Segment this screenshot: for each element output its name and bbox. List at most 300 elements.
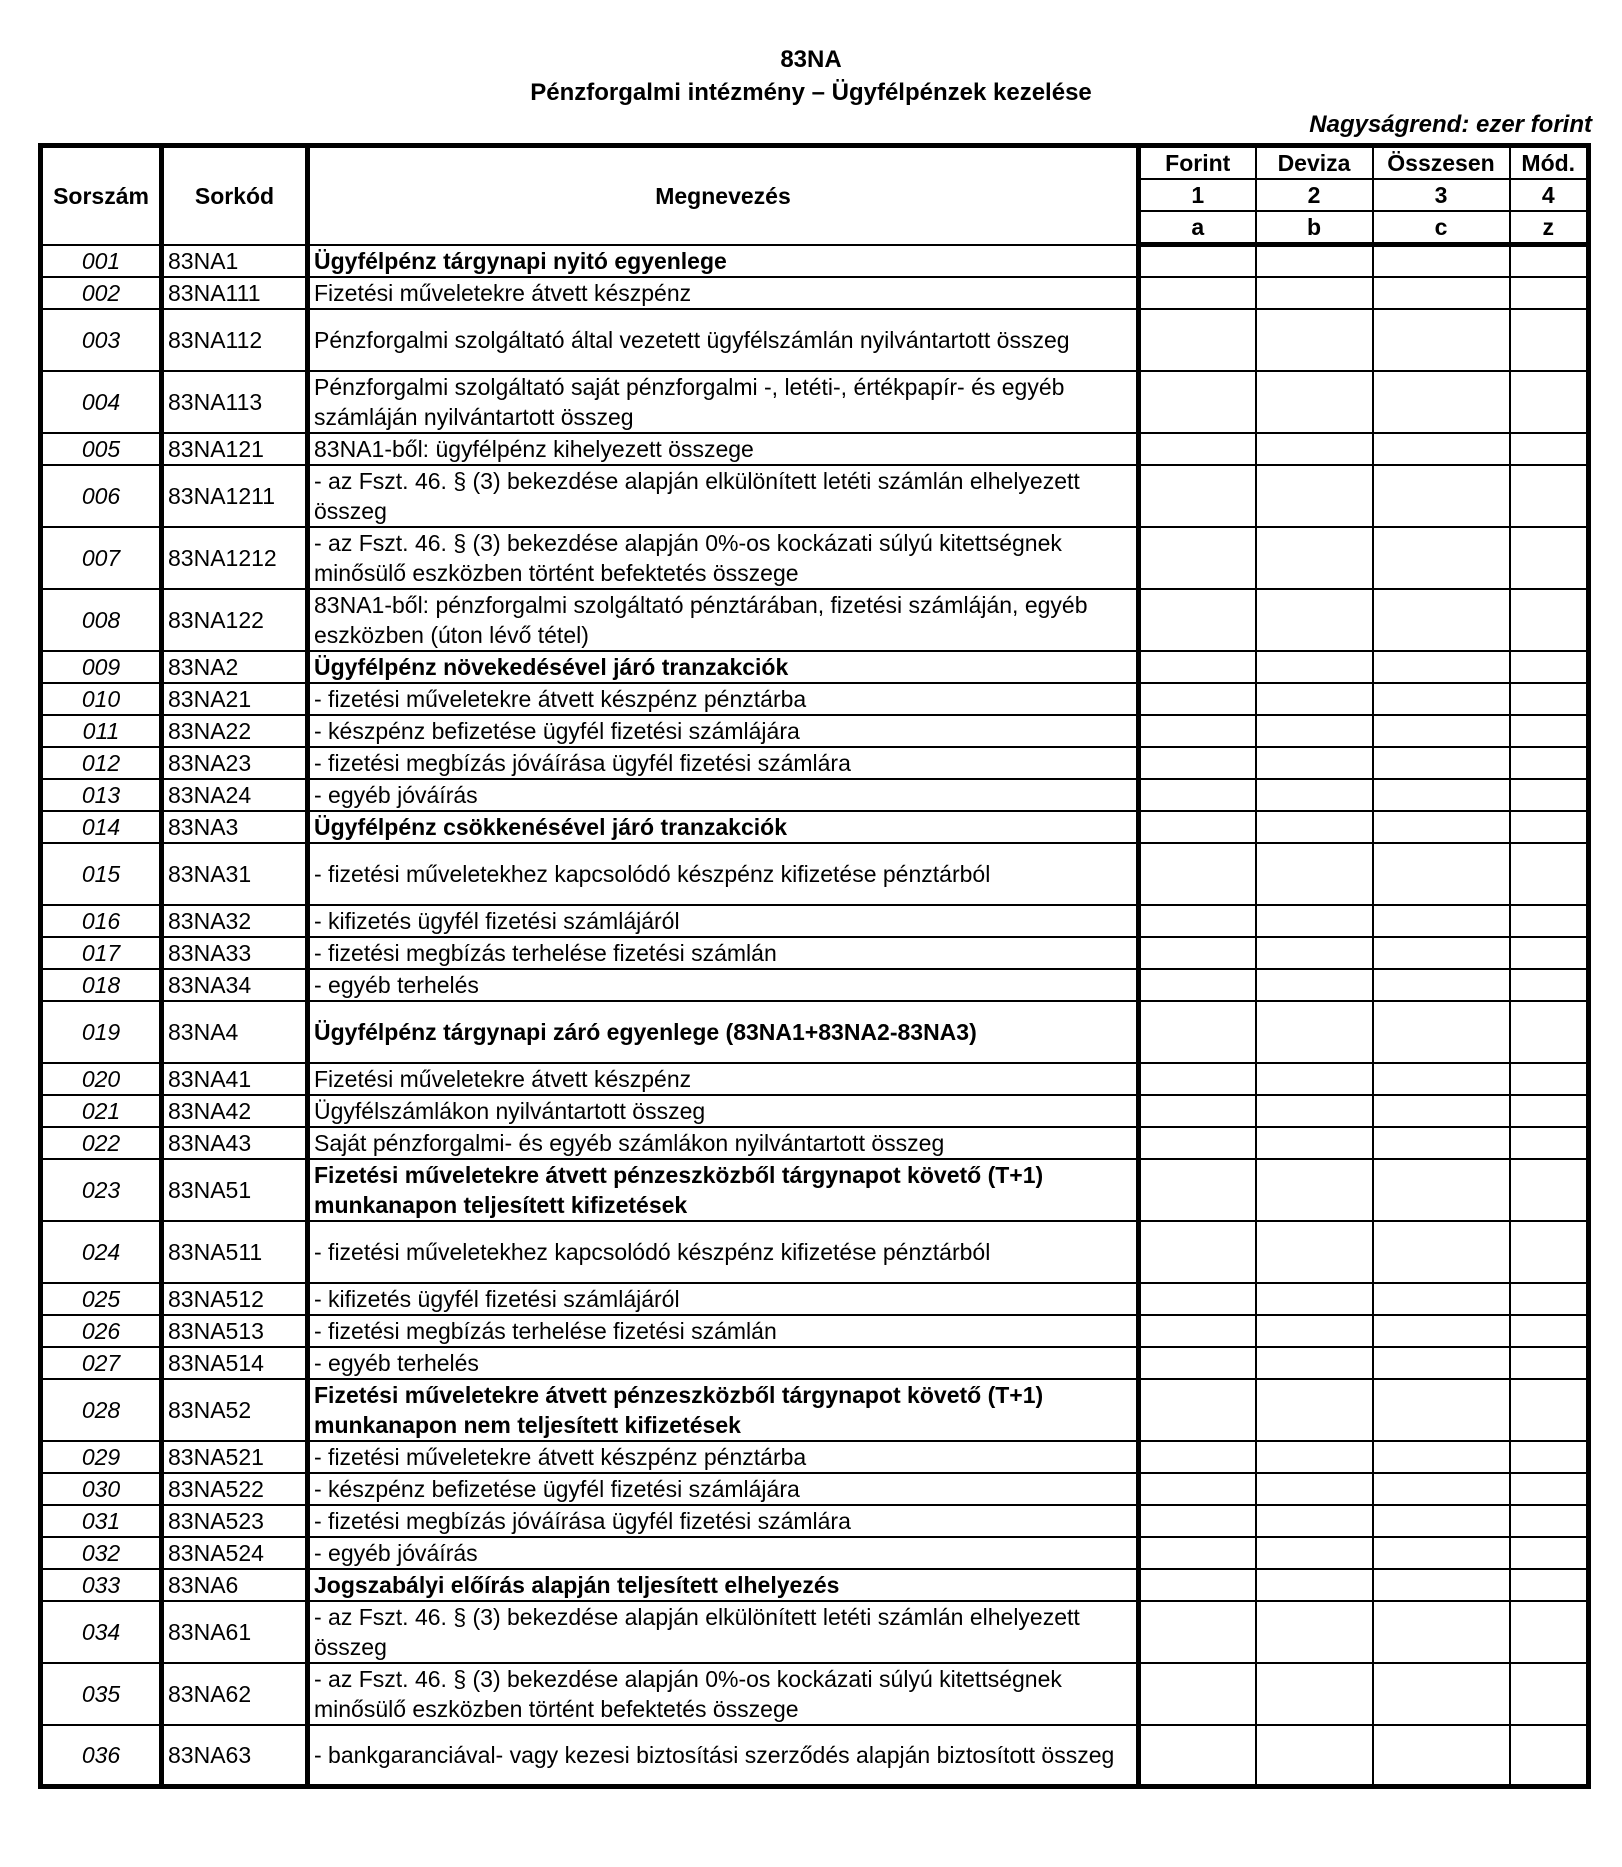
value-cell-deviza[interactable] <box>1256 1725 1373 1787</box>
row-number: 002 <box>41 277 162 309</box>
value-cell-forint[interactable] <box>1139 1095 1256 1127</box>
col-letter-b: b <box>1256 211 1373 245</box>
value-cell-mod[interactable] <box>1510 1601 1589 1663</box>
row-label: - az Fszt. 46. § (3) bekezdése alapján 0%-os kockázati súlyú kitettségnek minősülő eszközben történt befektetés összege <box>308 1663 1139 1725</box>
table-row <box>41 1283 1589 1315</box>
value-cell-osszesen[interactable] <box>1373 1505 1510 1537</box>
row-label: - fizetési megbízás terhelése fizetési számlán <box>308 937 1139 969</box>
value-cell-forint[interactable] <box>1139 1379 1256 1441</box>
value-cell-mod[interactable] <box>1510 1159 1589 1221</box>
value-cell-mod[interactable] <box>1510 589 1589 651</box>
value-cell-mod[interactable] <box>1510 1505 1589 1537</box>
row-number: 011 <box>41 715 162 747</box>
value-cell-forint[interactable] <box>1139 1569 1256 1601</box>
row-number: 036 <box>41 1725 162 1787</box>
value-cell-deviza[interactable] <box>1256 1315 1373 1347</box>
row-code: 83NA522 <box>162 1473 308 1505</box>
col-num-1: 1 <box>1139 179 1256 211</box>
col-header-osszesen: Összesen <box>1373 146 1510 180</box>
row-code: 83NA33 <box>162 937 308 969</box>
value-cell-forint[interactable] <box>1139 465 1256 527</box>
row-number: 024 <box>41 1221 162 1283</box>
value-cell-osszesen[interactable] <box>1373 245 1510 277</box>
value-cell-osszesen[interactable] <box>1373 715 1510 747</box>
value-cell-osszesen[interactable] <box>1373 683 1510 715</box>
row-code: 83NA513 <box>162 1315 308 1347</box>
table-row <box>41 589 1589 651</box>
row-code: 83NA524 <box>162 1537 308 1569</box>
row-label: - egyéb terhelés <box>308 1347 1139 1379</box>
value-cell-forint[interactable] <box>1139 811 1256 843</box>
table-row <box>41 465 1589 527</box>
row-label: - kifizetés ügyfél fizetési számlájáról <box>308 1283 1139 1315</box>
value-cell-osszesen[interactable] <box>1373 1537 1510 1569</box>
table-row <box>41 1001 1589 1063</box>
value-cell-osszesen[interactable] <box>1373 1063 1510 1095</box>
value-cell-osszesen[interactable] <box>1373 1569 1510 1601</box>
value-cell-forint[interactable] <box>1139 309 1256 371</box>
row-code: 83NA22 <box>162 715 308 747</box>
value-cell-osszesen[interactable] <box>1373 1283 1510 1315</box>
value-cell-osszesen[interactable] <box>1373 1095 1510 1127</box>
value-cell-deviza[interactable] <box>1256 1663 1373 1725</box>
row-code: 83NA23 <box>162 747 308 779</box>
value-cell-osszesen[interactable] <box>1373 371 1510 433</box>
row-number: 015 <box>41 843 162 905</box>
value-cell-osszesen[interactable] <box>1373 1441 1510 1473</box>
value-cell-mod[interactable] <box>1510 1347 1589 1379</box>
row-label: Ügyfélpénz tárgynapi záró egyenlege (83NA1+83NA2-83NA3) <box>308 1001 1139 1063</box>
table-row <box>41 1537 1589 1569</box>
value-cell-deviza[interactable] <box>1256 651 1373 683</box>
value-cell-osszesen[interactable] <box>1373 1347 1510 1379</box>
value-cell-forint[interactable] <box>1139 1315 1256 1347</box>
value-cell-osszesen[interactable] <box>1373 465 1510 527</box>
row-label: - fizetési műveletekhez kapcsolódó készpénz kifizetése pénztárból <box>308 843 1139 905</box>
row-code: 83NA3 <box>162 811 308 843</box>
value-cell-mod[interactable] <box>1510 843 1589 905</box>
form-title: Pénzforgalmi intézmény – Ügyfélpénzek kezelése <box>530 79 1092 106</box>
value-cell-mod[interactable] <box>1510 465 1589 527</box>
value-cell-forint[interactable] <box>1139 1063 1256 1095</box>
col-num-4: 4 <box>1510 179 1589 211</box>
value-cell-mod[interactable] <box>1510 1569 1589 1601</box>
row-label: Pénzforgalmi szolgáltató által vezetett ügyfélszámlán nyilvántartott összeg <box>308 309 1139 371</box>
value-cell-mod[interactable] <box>1510 1001 1589 1063</box>
row-number: 003 <box>41 309 162 371</box>
row-code: 83NA52 <box>162 1379 308 1441</box>
value-cell-deviza[interactable] <box>1256 1283 1373 1315</box>
unit-label: Nagyságrend: ezer forint <box>1309 111 1592 138</box>
value-cell-mod[interactable] <box>1510 527 1589 589</box>
row-code: 83NA511 <box>162 1221 308 1283</box>
value-cell-mod[interactable] <box>1510 1221 1589 1283</box>
row-code: 83NA113 <box>162 371 308 433</box>
value-cell-deviza[interactable] <box>1256 1537 1373 1569</box>
row-number: 033 <box>41 1569 162 1601</box>
value-cell-deviza[interactable] <box>1256 1159 1373 1221</box>
row-label: - az Fszt. 46. § (3) bekezdése alapján elkülönített letéti számlán elhelyezett összeg <box>308 465 1139 527</box>
value-cell-osszesen[interactable] <box>1373 1725 1510 1787</box>
value-cell-mod[interactable] <box>1510 1315 1589 1347</box>
value-cell-deviza[interactable] <box>1256 1001 1373 1063</box>
table-row <box>41 1569 1589 1601</box>
value-cell-deviza[interactable] <box>1256 969 1373 1001</box>
value-cell-forint[interactable] <box>1139 1537 1256 1569</box>
row-number: 004 <box>41 371 162 433</box>
col-header-megnevezes: Megnevezés <box>308 146 1139 245</box>
value-cell-forint[interactable] <box>1139 1601 1256 1663</box>
table-row <box>41 1379 1589 1441</box>
col-header-sorszam: Sorszám <box>41 146 162 245</box>
row-number: 032 <box>41 1537 162 1569</box>
row-code: 83NA32 <box>162 905 308 937</box>
value-cell-mod[interactable] <box>1510 811 1589 843</box>
value-cell-osszesen[interactable] <box>1373 277 1510 309</box>
row-number: 007 <box>41 527 162 589</box>
report-table <box>38 143 1591 1789</box>
value-cell-mod[interactable] <box>1510 779 1589 811</box>
row-number: 034 <box>41 1601 162 1663</box>
value-cell-deviza[interactable] <box>1256 715 1373 747</box>
value-cell-mod[interactable] <box>1510 1441 1589 1473</box>
row-number: 026 <box>41 1315 162 1347</box>
value-cell-forint[interactable] <box>1139 969 1256 1001</box>
value-cell-deviza[interactable] <box>1256 1505 1373 1537</box>
value-cell-deviza[interactable] <box>1256 245 1373 277</box>
row-label: - készpénz befizetése ügyfél fizetési számlájára <box>308 1473 1139 1505</box>
value-cell-deviza[interactable] <box>1256 1379 1373 1441</box>
value-cell-osszesen[interactable] <box>1373 309 1510 371</box>
value-cell-osszesen[interactable] <box>1373 527 1510 589</box>
value-cell-deviza[interactable] <box>1256 371 1373 433</box>
table-row <box>41 651 1589 683</box>
value-cell-deviza[interactable] <box>1256 747 1373 779</box>
value-cell-mod[interactable] <box>1510 1063 1589 1095</box>
row-code: 83NA21 <box>162 683 308 715</box>
table-row <box>41 245 1589 277</box>
table-row <box>41 1063 1589 1095</box>
value-cell-mod[interactable] <box>1510 433 1589 465</box>
value-cell-deviza[interactable] <box>1256 937 1373 969</box>
table-row <box>41 937 1589 969</box>
value-cell-deviza[interactable] <box>1256 1473 1373 1505</box>
row-number: 028 <box>41 1379 162 1441</box>
row-number: 030 <box>41 1473 162 1505</box>
table-header <box>41 146 1589 245</box>
row-number: 010 <box>41 683 162 715</box>
value-cell-forint[interactable] <box>1139 1001 1256 1063</box>
value-cell-mod[interactable] <box>1510 1473 1589 1505</box>
value-cell-osszesen[interactable] <box>1373 1159 1510 1221</box>
value-cell-deviza[interactable] <box>1256 1441 1373 1473</box>
row-label: Saját pénzforgalmi- és egyéb számlákon nyilvántartott összeg <box>308 1127 1139 1159</box>
row-code: 83NA51 <box>162 1159 308 1221</box>
row-code: 83NA121 <box>162 433 308 465</box>
row-number: 025 <box>41 1283 162 1315</box>
row-label: - egyéb jóváírás <box>308 1537 1139 1569</box>
row-label: Pénzforgalmi szolgáltató saját pénzforgalmi -, letéti-, értékpapír- és egyéb számláján nyilvántartott összeg <box>308 371 1139 433</box>
value-cell-deviza[interactable] <box>1256 465 1373 527</box>
value-cell-deviza[interactable] <box>1256 309 1373 371</box>
row-code: 83NA43 <box>162 1127 308 1159</box>
row-label: - fizetési műveletekre átvett készpénz pénztárba <box>308 683 1139 715</box>
value-cell-forint[interactable] <box>1139 1473 1256 1505</box>
row-number: 005 <box>41 433 162 465</box>
value-cell-osszesen[interactable] <box>1373 1127 1510 1159</box>
row-code: 83NA1211 <box>162 465 308 527</box>
value-cell-mod[interactable] <box>1510 905 1589 937</box>
row-number: 013 <box>41 779 162 811</box>
value-cell-forint[interactable] <box>1139 1221 1256 1283</box>
table-row <box>41 1347 1589 1379</box>
row-number: 027 <box>41 1347 162 1379</box>
row-code: 83NA41 <box>162 1063 308 1095</box>
row-number: 020 <box>41 1063 162 1095</box>
row-number: 017 <box>41 937 162 969</box>
row-label: - egyéb terhelés <box>308 969 1139 1001</box>
value-cell-osszesen[interactable] <box>1373 1601 1510 1663</box>
row-label: - fizetési megbízás jóváírása ügyfél fizetési számlára <box>308 747 1139 779</box>
row-code: 83NA24 <box>162 779 308 811</box>
row-code: 83NA4 <box>162 1001 308 1063</box>
value-cell-forint[interactable] <box>1139 779 1256 811</box>
value-cell-osszesen[interactable] <box>1373 905 1510 937</box>
table-row <box>41 715 1589 747</box>
value-cell-deviza[interactable] <box>1256 779 1373 811</box>
value-cell-deviza[interactable] <box>1256 683 1373 715</box>
value-cell-forint[interactable] <box>1139 1505 1256 1537</box>
value-cell-osszesen[interactable] <box>1373 779 1510 811</box>
value-cell-osszesen[interactable] <box>1373 1663 1510 1725</box>
value-cell-forint[interactable] <box>1139 1725 1256 1787</box>
row-number: 021 <box>41 1095 162 1127</box>
row-label: Fizetési műveletekre átvett pénzeszközből tárgynapot követő (T+1) munkanapon nem teljesített kifizetések <box>308 1379 1139 1441</box>
table-row <box>41 747 1589 779</box>
value-cell-deviza[interactable] <box>1256 1127 1373 1159</box>
table-row <box>41 1473 1589 1505</box>
value-cell-forint[interactable] <box>1139 1159 1256 1221</box>
row-label: 83NA1-ből: pénzforgalmi szolgáltató pénztárában, fizetési számláján, egyéb eszközben (úton lévő tétel) <box>308 589 1139 651</box>
row-number: 019 <box>41 1001 162 1063</box>
row-label: - az Fszt. 46. § (3) bekezdése alapján elkülönített letéti számlán elhelyezett összeg <box>308 1601 1139 1663</box>
form-code: 83NA <box>780 46 842 73</box>
value-cell-forint[interactable] <box>1139 651 1256 683</box>
value-cell-deviza[interactable] <box>1256 433 1373 465</box>
value-cell-mod[interactable] <box>1510 969 1589 1001</box>
value-cell-osszesen[interactable] <box>1373 747 1510 779</box>
value-cell-mod[interactable] <box>1510 371 1589 433</box>
table-row <box>41 371 1589 433</box>
table-row <box>41 1095 1589 1127</box>
row-number: 029 <box>41 1441 162 1473</box>
row-label: - bankgaranciával- vagy kezesi biztosítási szerződés alapján biztosított összeg <box>308 1725 1139 1787</box>
value-cell-forint[interactable] <box>1139 1127 1256 1159</box>
row-code: 83NA521 <box>162 1441 308 1473</box>
col-letter-a: a <box>1139 211 1256 245</box>
value-cell-deviza[interactable] <box>1256 527 1373 589</box>
row-code: 83NA6 <box>162 1569 308 1601</box>
table-row <box>41 1601 1589 1663</box>
row-number: 001 <box>41 245 162 277</box>
value-cell-osszesen[interactable] <box>1373 969 1510 1001</box>
value-cell-mod[interactable] <box>1510 245 1589 277</box>
row-number: 035 <box>41 1663 162 1725</box>
value-cell-mod[interactable] <box>1510 683 1589 715</box>
table-row <box>41 1159 1589 1221</box>
row-code: 83NA1212 <box>162 527 308 589</box>
table-row <box>41 1315 1589 1347</box>
value-cell-mod[interactable] <box>1510 1537 1589 1569</box>
row-code: 83NA1 <box>162 245 308 277</box>
value-cell-osszesen[interactable] <box>1373 1315 1510 1347</box>
row-number: 012 <box>41 747 162 779</box>
table-row <box>41 1725 1589 1787</box>
value-cell-osszesen[interactable] <box>1373 1001 1510 1063</box>
table-row <box>41 843 1589 905</box>
value-cell-osszesen[interactable] <box>1373 1379 1510 1441</box>
value-cell-forint[interactable] <box>1139 683 1256 715</box>
value-cell-deviza[interactable] <box>1256 277 1373 309</box>
row-label: Ügyfélpénz növekedésével járó tranzakciók <box>308 651 1139 683</box>
value-cell-deviza[interactable] <box>1256 1569 1373 1601</box>
value-cell-osszesen[interactable] <box>1373 651 1510 683</box>
table-row <box>41 433 1589 465</box>
table-body <box>41 245 1589 1787</box>
row-number: 023 <box>41 1159 162 1221</box>
value-cell-deviza[interactable] <box>1256 905 1373 937</box>
row-label: - fizetési műveletekre átvett készpénz pénztárba <box>308 1441 1139 1473</box>
col-header-forint: Forint <box>1139 146 1256 180</box>
value-cell-mod[interactable] <box>1510 1379 1589 1441</box>
value-cell-mod[interactable] <box>1510 1663 1589 1725</box>
value-cell-deviza[interactable] <box>1256 1221 1373 1283</box>
col-num-2: 2 <box>1256 179 1373 211</box>
value-cell-osszesen[interactable] <box>1373 811 1510 843</box>
table-row <box>41 811 1589 843</box>
value-cell-forint[interactable] <box>1139 527 1256 589</box>
row-label: 83NA1-ből: ügyfélpénz kihelyezett összege <box>308 433 1139 465</box>
value-cell-forint[interactable] <box>1139 371 1256 433</box>
value-cell-deviza[interactable] <box>1256 1095 1373 1127</box>
row-label: - kifizetés ügyfél fizetési számlájáról <box>308 905 1139 937</box>
value-cell-forint[interactable] <box>1139 1283 1256 1315</box>
value-cell-osszesen[interactable] <box>1373 1473 1510 1505</box>
value-cell-deviza[interactable] <box>1256 1063 1373 1095</box>
col-header-deviza: Deviza <box>1256 146 1373 180</box>
value-cell-deviza[interactable] <box>1256 843 1373 905</box>
row-code: 83NA523 <box>162 1505 308 1537</box>
value-cell-osszesen[interactable] <box>1373 433 1510 465</box>
col-letter-z: z <box>1510 211 1589 245</box>
value-cell-osszesen[interactable] <box>1373 843 1510 905</box>
value-cell-mod[interactable] <box>1510 1725 1589 1787</box>
row-number: 018 <box>41 969 162 1001</box>
value-cell-deviza[interactable] <box>1256 811 1373 843</box>
row-label: Ügyfélpénz csökkenésével járó tranzakciók <box>308 811 1139 843</box>
row-code: 83NA122 <box>162 589 308 651</box>
row-code: 83NA514 <box>162 1347 308 1379</box>
value-cell-deviza[interactable] <box>1256 1601 1373 1663</box>
row-code: 83NA112 <box>162 309 308 371</box>
row-label: - egyéb jóváírás <box>308 779 1139 811</box>
row-label: Jogszabályi előírás alapján teljesített elhelyezés <box>308 1569 1139 1601</box>
table-row <box>41 1505 1589 1537</box>
table-row <box>41 779 1589 811</box>
value-cell-mod[interactable] <box>1510 937 1589 969</box>
row-code: 83NA62 <box>162 1663 308 1725</box>
value-cell-forint[interactable] <box>1139 589 1256 651</box>
value-cell-mod[interactable] <box>1510 277 1589 309</box>
table-row <box>41 969 1589 1001</box>
row-number: 014 <box>41 811 162 843</box>
value-cell-forint[interactable] <box>1139 905 1256 937</box>
table-row <box>41 309 1589 371</box>
value-cell-forint[interactable] <box>1139 843 1256 905</box>
row-code: 83NA111 <box>162 277 308 309</box>
value-cell-deviza[interactable] <box>1256 589 1373 651</box>
col-header-mod: Mód. <box>1510 146 1589 180</box>
value-cell-forint[interactable] <box>1139 245 1256 277</box>
row-label: Fizetési műveletekre átvett pénzeszközből tárgynapot követő (T+1) munkanapon teljesített kifizetések <box>308 1159 1139 1221</box>
value-cell-mod[interactable] <box>1510 747 1589 779</box>
value-cell-osszesen[interactable] <box>1373 937 1510 969</box>
row-number: 022 <box>41 1127 162 1159</box>
table-row <box>41 277 1589 309</box>
value-cell-mod[interactable] <box>1510 1095 1589 1127</box>
value-cell-mod[interactable] <box>1510 651 1589 683</box>
value-cell-forint[interactable] <box>1139 1441 1256 1473</box>
value-cell-forint[interactable] <box>1139 747 1256 779</box>
value-cell-osszesen[interactable] <box>1373 589 1510 651</box>
table-row <box>41 1441 1589 1473</box>
table-row <box>41 1663 1589 1725</box>
value-cell-forint[interactable] <box>1139 277 1256 309</box>
row-label: Fizetési műveletekre átvett készpénz <box>308 1063 1139 1095</box>
value-cell-mod[interactable] <box>1510 1127 1589 1159</box>
table-row <box>41 1221 1589 1283</box>
value-cell-forint[interactable] <box>1139 1663 1256 1725</box>
table-row <box>41 527 1589 589</box>
table-row <box>41 1127 1589 1159</box>
col-header-sorkod: Sorkód <box>162 146 308 245</box>
value-cell-osszesen[interactable] <box>1373 1221 1510 1283</box>
value-cell-mod[interactable] <box>1510 715 1589 747</box>
row-number: 006 <box>41 465 162 527</box>
row-code: 83NA512 <box>162 1283 308 1315</box>
value-cell-forint[interactable] <box>1139 937 1256 969</box>
value-cell-forint[interactable] <box>1139 433 1256 465</box>
col-num-3: 3 <box>1373 179 1510 211</box>
row-code: 83NA42 <box>162 1095 308 1127</box>
row-number: 016 <box>41 905 162 937</box>
table-row <box>41 905 1589 937</box>
row-code: 83NA2 <box>162 651 308 683</box>
row-label: - fizetési megbízás jóváírása ügyfél fizetési számlára <box>308 1505 1139 1537</box>
value-cell-forint[interactable] <box>1139 1347 1256 1379</box>
row-label: Ügyfélszámlákon nyilvántartott összeg <box>308 1095 1139 1127</box>
value-cell-deviza[interactable] <box>1256 1347 1373 1379</box>
value-cell-mod[interactable] <box>1510 309 1589 371</box>
row-label: - fizetési megbízás terhelése fizetési számlán <box>308 1315 1139 1347</box>
col-letter-c: c <box>1373 211 1510 245</box>
row-code: 83NA31 <box>162 843 308 905</box>
value-cell-forint[interactable] <box>1139 715 1256 747</box>
row-label: - az Fszt. 46. § (3) bekezdése alapján 0%-os kockázati súlyú kitettségnek minősülő eszközben történt befektetés összege <box>308 527 1139 589</box>
row-number: 008 <box>41 589 162 651</box>
row-code: 83NA63 <box>162 1725 308 1787</box>
value-cell-mod[interactable] <box>1510 1283 1589 1315</box>
